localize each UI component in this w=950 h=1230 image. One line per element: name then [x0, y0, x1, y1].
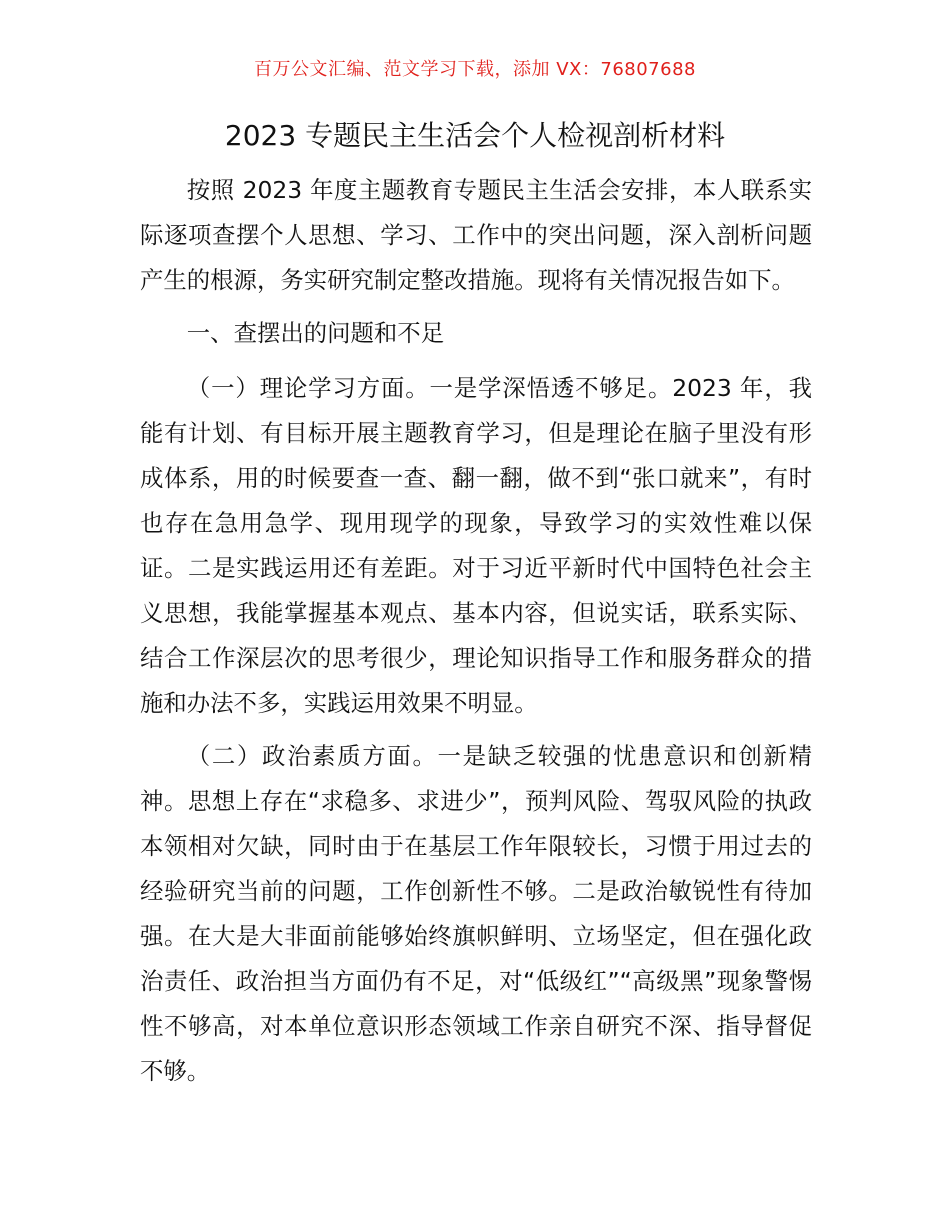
watermark-banner: 百万公文汇编、范文学习下载，添加 VX：76807688 [254, 59, 696, 80]
intro-paragraph: 按照 2023 年度主题教育专题民主生活会安排，本人联系实际逐项查摆个人思想、学习、工作中的突出问题，深入剖析问题产生的根源，务实研究制定整改措施。现将有关情况报告如下。 [140, 176, 812, 294]
document-body [140, 168, 812, 1102]
theory-study-paragraph: （一）理论学习方面。一是学深悟透不够足。2023 年，我能有计划、有目标开展主题教育学习，但是理论在脑子里没有形成体系，用的时候要查一查、翻一翻，做不到“张口就来”，有时也存在急用急学、现用现学的现象，导致学习的实效性难以保证。二是实践运用还有差距。对于习近平新时代中国特色社会主义思想，我能掌握基本观点、基本内容，但说实话，联系实际、结合工作深层次的思考很少，理论知识指导工作和服务群众的措施和办法不多，实践运用效果不明显。 [140, 374, 812, 717]
document-title: 2023 专题民主生活会个人检视剖析材料 [224, 119, 726, 152]
political-quality-paragraph: （二）政治素质方面。一是缺乏较强的忧患意识和创新精神。思想上存在“求稳多、求进少”，预判风险、驾驭风险的执政本领相对欠缺，同时由于在基层工作年限较长，习惯于用过去的经验研究当前的问题，工作创新性不够。二是政治敏锐性有待加强。在大是大非面前能够始终旗帜鲜明、立场坚定，但在强化政治责任、政治担当方面仍有不足，对“低级红”“高级黑”现象警惕性不够高，对本单位意识形态领域工作亲自研究不深、指导督促不够。 [140, 742, 812, 1085]
section-heading: 一、查摆出的问题和不足 [186, 319, 445, 347]
